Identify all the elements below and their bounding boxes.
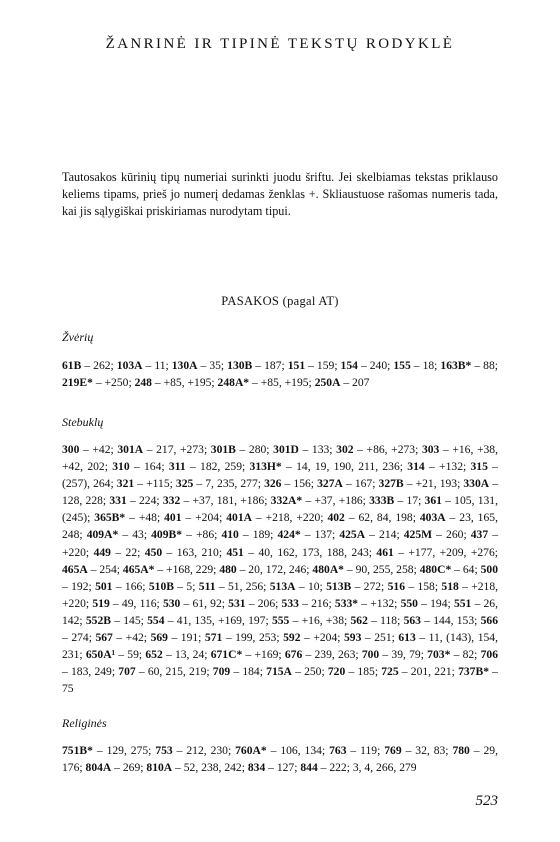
text-references: – +250; (92, 376, 135, 390)
text-references: – 105, 131, (245); (62, 494, 498, 525)
entries-stebukliu (62, 441, 498, 697)
text-references: – 40, 162, 173, 188, 243; (243, 545, 377, 559)
text-references: – 52, 238, 242; (172, 761, 248, 775)
tale-type-number: 671C* (210, 648, 243, 662)
text-references: – 32, 83; (401, 744, 453, 757)
text-references: – 201, 221; (398, 665, 459, 679)
text-references: – 13, 24; (162, 648, 211, 662)
text-references: – 14, 19, 190, 211, 236; (281, 460, 408, 474)
tale-type-number: 425A (339, 528, 366, 542)
subsection-title-zveriu: Žvėrių (62, 330, 94, 344)
text-references: – 39, 79; (379, 648, 428, 662)
text-references: – +85, +195; (151, 376, 218, 390)
text-references: – (257), 264; (62, 460, 498, 491)
tale-type-number: 315 (470, 460, 488, 474)
text-references: – 35; (197, 359, 228, 372)
tale-type-number: 465A (62, 562, 88, 576)
tale-type-number: 300 (62, 443, 80, 456)
tale-type-number: 301B (210, 443, 236, 456)
text-references: – +220; (62, 528, 499, 559)
tale-type-number: 480C* (419, 562, 452, 576)
tale-type-number: 248A* (217, 376, 250, 390)
entries-religines (62, 742, 498, 776)
tale-type-number: 301D (273, 443, 299, 456)
page-number: 523 (475, 793, 498, 809)
text-references: – 250; (291, 665, 328, 679)
text-references: – 240; (357, 359, 394, 372)
tale-type-number: 810A (146, 761, 173, 775)
text-references: – 185; (345, 665, 382, 679)
text-references: – 88; (471, 359, 498, 372)
tale-type-number: 518 (441, 579, 459, 593)
text-references: – 22; (110, 545, 145, 559)
tale-type-number: 154 (340, 359, 358, 372)
text-references: – +86, +273; (353, 443, 422, 456)
text-references: – 127; (265, 761, 301, 775)
tale-type-number: 332A* (270, 494, 303, 508)
text-references: – 26, 142; (62, 596, 498, 627)
tale-type-number: 311 (168, 460, 186, 474)
text-references: – +168, 229; (154, 562, 220, 576)
tale-type-number: 571 (204, 631, 223, 645)
tale-type-number: 461 (376, 545, 394, 559)
text-references: – 59; (115, 648, 146, 662)
text-references: – 254; (87, 562, 123, 576)
text-references: – 29, 176; (62, 744, 498, 775)
text-references: – +37, 181, +186; (180, 494, 271, 508)
tale-type-number: 437 (470, 528, 489, 542)
tale-type-number: 130A (171, 359, 198, 372)
text-references: – +177, +209, +276; (393, 545, 498, 559)
text-references: – 23, 165, 248; (62, 511, 498, 542)
page-title: ŽANRINĖ IR TIPINĖ TEKSTŲ RODYKLĖ (105, 36, 455, 52)
text-references: – +132; (424, 460, 471, 474)
text-references: – 118; (367, 613, 404, 627)
text-references: – 75 (62, 665, 498, 696)
tale-type-number: 511 (198, 579, 216, 593)
tale-type-number: 844 (300, 761, 318, 775)
text-references: – 61, 92; (180, 596, 229, 610)
text-references: – 187; (252, 359, 288, 372)
tale-type-number: 325 (175, 477, 194, 491)
tale-type-number: 676 (284, 648, 303, 662)
tale-type-number: 310 (112, 460, 130, 474)
text-references: – 183, 249; (62, 665, 119, 679)
text-references: – +132; (358, 596, 401, 610)
text-references: – 167; (342, 477, 379, 491)
text-references: – 5; (173, 579, 199, 593)
tale-type-number: 554 (147, 613, 165, 627)
tale-type-number: 451 (226, 545, 244, 559)
text-references: – +37, +186; (302, 494, 370, 508)
text-references: – 11, (143), 154, 231; (62, 631, 498, 662)
text-references: – 164; (129, 460, 169, 474)
tale-type-number: 61B (62, 359, 82, 372)
text-references: – 262; (81, 359, 117, 372)
text-references: – 11; (142, 359, 172, 372)
text-references: – 251; (361, 631, 399, 645)
text-references: – 82; (450, 648, 481, 662)
text-references: – 216; (298, 596, 335, 610)
tale-type-number: 501 (95, 579, 113, 593)
tale-type-number: 725 (381, 665, 399, 679)
text-references: – 137; (300, 528, 340, 542)
text-references: – +16, +38; (289, 613, 351, 627)
text-references: – +21, 193; (403, 477, 464, 491)
section-title: PASAKOS (pagal AT) (221, 294, 339, 308)
tale-type-number: 401 (164, 511, 182, 525)
tale-type-number: 533 (281, 596, 299, 610)
tale-type-number: 409B* (151, 528, 183, 542)
tale-type-number: 327B (378, 477, 404, 491)
tale-type-number: 151 (287, 359, 306, 372)
text-references: – 206; (245, 596, 282, 610)
tale-type-number: 531 (228, 596, 246, 610)
text-references: – +42; (79, 443, 118, 456)
tale-type-number: 569 (150, 631, 168, 645)
text-references: – 129, 275; (92, 744, 156, 757)
text-references: – 90, 255, 258; (343, 562, 420, 576)
tale-type-number: 450 (144, 545, 163, 559)
tale-type-number: 751B* (62, 744, 93, 757)
tale-type-number: 425M (403, 528, 433, 542)
tale-type-number: 130B (227, 359, 253, 372)
tale-type-number: 465A* (122, 562, 155, 576)
tale-type-number: 480A* (312, 562, 344, 576)
tale-type-number: 804A (85, 761, 112, 775)
tale-type-number: 530 (162, 596, 181, 610)
tale-type-number: 555 (271, 613, 290, 627)
text-references: – 156; (281, 477, 318, 491)
tale-type-number: 513B (326, 579, 352, 593)
text-references: – +218, +220; (62, 579, 499, 610)
tale-type-number: 250A (314, 376, 341, 390)
subsection-title-religines: Religinės (62, 716, 107, 730)
tale-type-number: 326 (264, 477, 282, 491)
entries-zveriu (62, 357, 498, 391)
text-references: – 159; (305, 359, 341, 372)
text-references: – 41, 135, +169, 197; (164, 613, 272, 627)
text-references: – 260; (432, 528, 471, 542)
tale-type-number: 327A (317, 477, 343, 491)
tale-type-number: 163B* (440, 359, 472, 372)
tale-type-number: 500 (480, 562, 498, 576)
text-references: – 207 (340, 376, 370, 390)
text-references: – 145; (110, 613, 148, 627)
text-references: – 43; (118, 528, 152, 542)
tale-type-number: 834 (247, 761, 266, 775)
text-references: – 49, 116; (109, 596, 163, 610)
text-references: – 10; (295, 579, 327, 593)
tale-type-number: 715A (266, 665, 292, 679)
tale-type-number: 567 (95, 631, 113, 645)
tale-type-number: 720 (327, 665, 346, 679)
text-references: – 163, 210; (162, 545, 227, 559)
tale-type-number: 248 (134, 376, 152, 390)
text-references: – 239, 263; (302, 648, 362, 662)
text-references: – 224; (126, 494, 163, 508)
text-references: – 212, 230; (172, 744, 236, 757)
text-references: – 158; (405, 579, 442, 593)
tale-type-number: 780 (452, 744, 470, 757)
text-references: – 64; (451, 562, 481, 576)
tale-type-number: 409A* (86, 528, 119, 542)
tale-type-number: 700 (361, 648, 380, 662)
tale-type-number: 331 (109, 494, 127, 508)
text-references: – +169; (242, 648, 285, 662)
tale-type-number: 302 (336, 443, 354, 456)
tale-type-number: 551 (453, 596, 472, 610)
subsection-title-stebukliu: Stebuklų (62, 415, 104, 429)
text-references: – 119; (346, 744, 385, 757)
text-references: – +85, +195; (249, 376, 315, 390)
tale-type-number: 592 (283, 631, 301, 645)
text-references: – 272; (351, 579, 388, 593)
tale-type-number: 103A (116, 359, 143, 372)
text-references: – 222; 3, 4, 266, 279 (317, 761, 417, 775)
text-references: – 199, 253; (222, 631, 284, 645)
text-references: – 274; (62, 631, 96, 645)
tale-type-number: 737B* (458, 665, 489, 679)
tale-type-number: 566 (480, 613, 499, 627)
text-references: – 214; (365, 528, 404, 542)
tale-type-number: 301A (117, 443, 144, 456)
tale-type-number: 361 (424, 494, 442, 508)
text-references: – 133; (298, 443, 337, 456)
tale-type-number: 563 (403, 613, 421, 627)
tale-type-number: 480 (219, 562, 237, 576)
tale-type-number: 513A (269, 579, 296, 593)
text-references: – +204; (181, 511, 227, 525)
tale-type-number: 613 (398, 631, 416, 645)
tale-type-number: 706 (480, 648, 499, 662)
tale-type-number: 365B* (94, 511, 126, 525)
text-references: – 18; (410, 359, 441, 372)
tale-type-number: 219E* (62, 376, 93, 390)
tale-type-number: 155 (393, 359, 411, 372)
tale-type-number: 550 (400, 596, 418, 610)
tale-type-number: 652 (145, 648, 163, 662)
text-references: – +218, +220; (251, 511, 328, 525)
tale-type-number: 332 (162, 494, 181, 508)
tale-type-number: 403A (419, 511, 446, 525)
tale-type-number: 650A¹ (85, 648, 116, 662)
text-references: – +48; (125, 511, 165, 525)
tale-type-number: 533* (334, 596, 359, 610)
tale-type-number: 303 (421, 443, 440, 456)
text-references: – 51, 256; (215, 579, 270, 593)
tale-type-number: 510B (148, 579, 174, 593)
tale-type-number: 330A (463, 477, 490, 491)
tale-type-number: 313H* (249, 460, 282, 474)
text-references: – 194; (417, 596, 454, 610)
text-references: – +86; (182, 528, 222, 542)
tale-type-number: 763 (329, 744, 347, 757)
text-references: – 191; (167, 631, 205, 645)
text-references: – 62, 84, 198; (344, 511, 420, 525)
tale-type-number: 753 (155, 744, 173, 757)
text-references: – 166; (112, 579, 149, 593)
tale-type-number: 552B (85, 613, 111, 627)
text-references: – 17; (394, 494, 425, 508)
tale-type-number: 519 (92, 596, 110, 610)
tale-type-number: 314 (407, 460, 425, 474)
tale-type-number: 449 (93, 545, 111, 559)
tale-type-number: 402 (327, 511, 345, 525)
tale-type-number: 410 (221, 528, 239, 542)
text-references: – +204; (300, 631, 344, 645)
text-references: – +16, +38, +42, 202; (62, 443, 498, 474)
text-references: – 106, 134; (266, 744, 330, 757)
tale-type-number: 703* (427, 648, 451, 662)
text-references: – 217, +273; (143, 443, 211, 456)
tale-type-number: 562 (350, 613, 368, 627)
tale-type-number: 760A* (235, 744, 267, 757)
tale-type-number: 321 (116, 477, 135, 491)
intro-paragraph: Tautosakos kūrinių tipų numeriai surinkti juodu šriftu. Jei skelbiamas tekstas priklauso keliems tipams, prieš jo numerį dedamas ženklas +. Skliaustuose rašomas numeris tada, kai jis sąlygiškai priskiriamas nurodytam tipui. (62, 170, 498, 218)
text-references: – 280; (235, 443, 274, 456)
text-references: – 192; (62, 579, 96, 593)
tale-type-number: 401A (226, 511, 252, 525)
text-references: – 189; (238, 528, 278, 542)
text-references: – 7, 235, 277; (193, 477, 265, 491)
text-references: – +115; (134, 477, 176, 491)
tale-type-number: 707 (118, 665, 136, 679)
tale-type-number: 593 (344, 631, 362, 645)
tale-type-number: 516 (387, 579, 405, 593)
text-references: – 269; (111, 761, 147, 775)
text-references: – 144, 153; (420, 613, 481, 627)
text-references: – +42; (112, 631, 151, 645)
tale-type-number: 424* (277, 528, 301, 542)
tale-type-number: 769 (384, 744, 402, 757)
tale-type-number: 709 (212, 665, 231, 679)
text-references: – 60, 215, 219; (135, 665, 213, 679)
tale-type-number: 333B (369, 494, 395, 508)
text-references: – 128, 228; (62, 477, 499, 508)
text-references: – 184; (230, 665, 267, 679)
text-references: – 20, 172, 246; (236, 562, 313, 576)
text-references: – 182, 259; (185, 460, 250, 474)
